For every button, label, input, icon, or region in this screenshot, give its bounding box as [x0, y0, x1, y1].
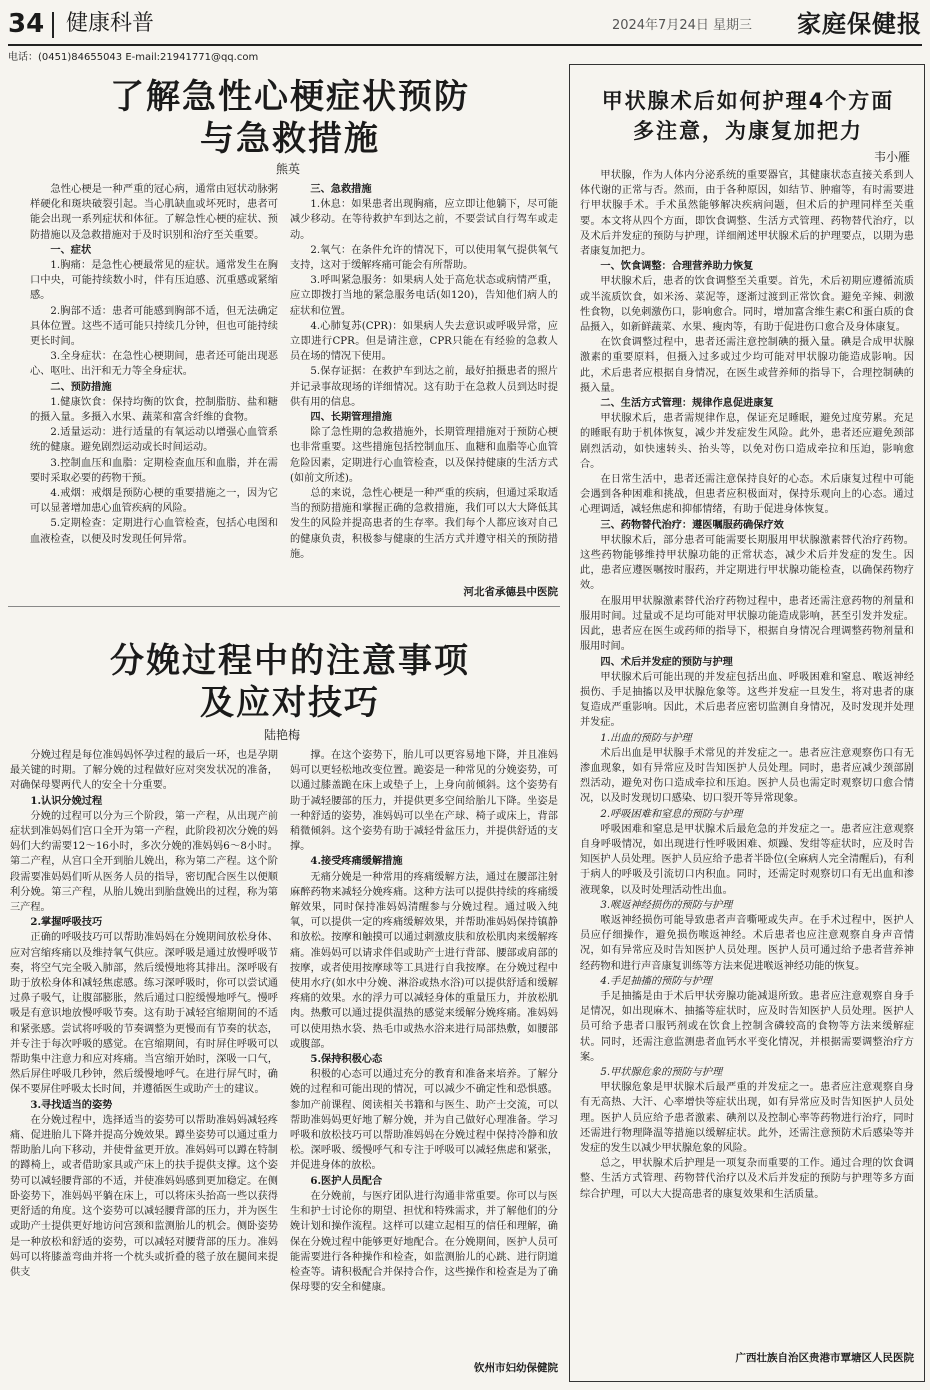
paragraph: 1.胸痛：是急性心梗最常见的症状。通常发生在胸口中央，可能持续数小时，伴有压迫感、沉重感或紧缩感。 [30, 260, 278, 302]
paragraph: 在饮食调整过程中，患者还需注意控制碘的摄入量。碘是合成甲状腺激素的重要原料，但摄入过多或过少均可能对甲状腺功能造成影响。因此，术后患者应根据自身情况，在医生或营养师的指导下，合理控制碘的摄入量。 [580, 337, 914, 394]
paragraph: 3.呼叫紧急服务：如果病人处于高危状态或病情严重，应立即拨打当地的紧急服务电话(如120)，告知他们病人的症状和位置。 [290, 275, 558, 317]
paragraph: 分娩过程是每位准妈妈怀孕过程的最后一环，也是孕期最关键的时期。了解分娩的过程做好应对突发状况的准备，对确保母婴两代人的安全十分重要。 [10, 750, 278, 792]
page-number: 34 [8, 9, 45, 39]
newspaper-name: 家庭保健报 [797, 10, 922, 38]
paragraph: 积极的心态可以通过充分的教育和准备来培养。了解分娩的过程和可能出现的情况，可以减少不确定性和恐惧感。参加产前课程、阅读相关书籍和与医生、助产士交流，可以帮助准妈妈更好地了解分娩，并为自己做好心理准备。学习呼吸和放松技巧可以帮助准妈妈在分娩过程中保持冷静和放松。深呼吸、缓慢呼气和专注于呼吸可以减轻焦虑和紧张，并促进身体的放松。 [290, 1069, 558, 1172]
minor-heading: 2.呼吸困难和窒息的预防与护理 [600, 808, 743, 820]
article2-column-2 [290, 748, 558, 1356]
subheading: 三、急救措施 [310, 183, 372, 195]
minor-heading: 4.手足抽搐的预防与护理 [600, 975, 712, 987]
paragraph: 1.健康饮食：保持均衡的饮食，控制脂肪、盐和糖的摄入量。多摄入水果、蔬菜和富含纤维的食物。 [30, 396, 278, 424]
article3-body [580, 168, 914, 1346]
paragraph: 甲状腺术后，患者需规律作息，保证充足睡眠，避免过度劳累。充足的睡眠有助于机体恢复，减少并发症发生风险。此外，患者还应避免颈部剧烈活动，如快速转头、抬头等，以免对伤口造成牵拉和压迫，影响愈合。 [580, 413, 914, 470]
masthead-divider [52, 12, 54, 38]
paragraph: 甲状腺术后可能出现的并发症包括出血、呼吸困难和窒息、喉返神经损伤、手足抽搐以及甲状腺危象等。这些并发症一旦发生，将对患者的康复造成严重影响。因此，术后患者应密切监测自身情况，及时发现并处理并发症。 [580, 671, 914, 729]
subheading: 3.寻找适当的姿势 [30, 1098, 113, 1111]
subheading: 二、预防措施 [50, 380, 112, 393]
paragraph: 5.保存证据：在救护车到达之前，最好拍摄患者的照片并记录事故现场的详细情况。这有助于在急救人员到达时提供有用的信息。 [290, 366, 558, 408]
article3-title [576, 86, 920, 146]
article2-title-line2: 及应对技巧 [200, 683, 380, 723]
paragraph: 4.心肺复苏(CPR)：如果病人失去意识或呼吸异常，应立即进行CPR。但是请注意，CPR只能在有经验的急救人员在场的情况下使用。 [290, 320, 558, 363]
minor-heading: 3.喉返神经损伤的预防与护理 [600, 899, 733, 911]
paragraph: 撑。在这个姿势下，胎儿可以更容易地下降，并且准妈妈可以更轻松地改变位置。跪姿是一种常见的分娩姿势，可以通过膝盖跪在床上或垫子上，上身向前倾斜。这个姿势有助于减轻腰部的压力，并提供更多空间给胎儿下降。坐姿是一种舒适的姿势，准妈妈可以坐在产球、椅子或床上，背部稍微倾斜。这个姿势有助于减轻骨盆压力，并提供舒适的支撑。 [290, 750, 558, 853]
paragraph: 甲状腺危象是甲状腺术后最严重的并发症之一。患者应注意观察自身有无高热、大汗、心率增快等症状出现，如有异常应及时告知医护人员处理。医护人员应给予患者激素、碘剂以及控制心率等药物进行治疗，同时还需进行物理降温等措施以缓解症状。此外，还需注意预防术后感染等并发症的发生以减少甲状腺危象的风险。 [580, 1082, 914, 1154]
minor-heading: 1.出血的预防与护理 [600, 732, 692, 744]
subheading: 一、症状 [50, 243, 92, 256]
subheading: 4.接受疼痛缓解措施 [310, 855, 403, 868]
article2-title [60, 640, 520, 724]
subheading: 四、长期管理措施 [310, 411, 392, 424]
article3-title-line2: 多注意，为康复加把力 [633, 119, 863, 143]
article2-source: 钦州市妇幼保健院 [474, 1362, 558, 1374]
paragraph: 无痛分娩是一种常用的疼痛缓解方法，通过在腰部注射麻醉药物来减轻分娩疼痛。这种方法可以提供持续的疼痛缓解效果，同时保持准妈妈清醒参与分娩过程。通过吸入纯氧，可以提供一定的疼痛缓解效果，并帮助准妈妈保持镇静和放松。按摩和触摸可以通过刺激皮肤和放松肌肉来缓解疼痛。准妈妈可以请求伴侣或助产士进行背部、腰部或肩部的按摩，或者使用按摩球等工具进行自我按摩。在分娩过程中使用水疗(如水中分娩、淋浴或热水浴)可以提供舒适和缓解疼痛的效果。水的浮力可以减轻身体的重量压力，并放松肌肉。热敷可以通过提供温热的感觉来缓解分娩疼痛。准妈妈可以使用热水袋、热毛巾或热水浴来进行局部热敷，如腰部或腹部。 [290, 871, 558, 1050]
paragraph: 2.氧气：在条件允许的情况下，可以使用氧气提供氧气支持，这对于缓解疼痛可能会有所帮助。 [290, 244, 558, 272]
paragraph: 2.适量运动：进行适量的有氧运动以增强心血管系统的健康。避免剧烈运动或长时间运动。 [30, 427, 278, 454]
paragraph: 在服用甲状腺激素替代治疗药物过程中，患者还需注意药物的剂量和服用时间。过量或不足均可能对甲状腺功能造成影响，甚至引发并发症。因此，患者应在医生或药师的指导下，根据自身情况合理调整药物剂量和服用时间。 [580, 595, 914, 653]
subheading: 5.保持积极心态 [310, 1053, 383, 1066]
article1-title [60, 76, 520, 160]
paragraph: 正确的呼吸技巧可以帮助准妈妈在分娩期间放松身体、应对宫缩疼痛以及维持氧气供应。深呼吸是通过放慢呼吸节奏，将空气完全吸入肺部，然后缓慢地将其排出。深呼吸有助于放松身体和减轻焦虑感。练习深呼吸时，你可以尝试通过鼻子吸气，让腹部膨胀，然后通过口腔缓慢地呼气。慢呼吸是有意识地放慢呼吸节奏。这有助于减轻宫缩期间的不适和紧张感。尝试将呼吸的节奏调整为更慢而有节奏的状态，并专注于每次呼吸的感觉。在宫缩期间，有时屏住呼吸可以帮助集中注意力和应对疼痛。当宫缩开始时，深吸一口气，然后屏住呼吸几秒钟，然后缓慢地呼气。在进行屏气时，确保不要屏住呼吸太长时间，并遵循医生或助产士的建议。 [10, 932, 278, 1096]
paragraph: 呼吸困难和窒息是甲状腺术后最危急的并发症之一。患者应注意观察自身呼吸情况，如出现进行性呼吸困难、烦躁、发绀等症状时，应及时告知医护人员处理。医护人员应给予患者半卧位(全麻病人完全清醒后)，有利于病人的呼吸及引流切口内积血。同时，还需定时观察切口有无出血和渗液现象，以及时处理活动性出血。 [580, 823, 914, 896]
subheading: 二、生活方式管理：规律作息促进康复 [600, 397, 774, 410]
article1-column-2 [290, 182, 558, 582]
paragraph: 甲状腺术后，患者的饮食调整至关重要。首先，术后初期应遵循流质或半流质饮食，如米汤、菜泥等，逐渐过渡到正常饮食。避免辛辣、刺激性食物，以免刺激伤口，影响愈合。同时，增加富含维生素C和蛋白质的食品摄入，如新鲜蔬菜、水果、瘦肉等，有助于促进伤口愈合及身体康复。 [580, 276, 914, 334]
article3-source: 广西壮族自治区贵港市覃塘区人民医院 [735, 1352, 914, 1364]
paragraph: 在分娩前，与医疗团队进行沟通非常重要。你可以与医生和护士讨论你的期望、担忧和特殊需求，并了解他们的分娩计划和操作流程。这样可以建立起相互的信任和理解，确保在分娩过程中能够更好地配合。在分娩期间，医护人员可能需要进行各种操作和检查，如监测胎儿的心跳、进行阴道检查等。请积极配合并保持合作，这些操作和检查是为了确保母婴的安全和健康。 [290, 1190, 558, 1294]
paragraph: 5.定期检查：定期进行心血管检查，包括心电图和血液检查，以便及时发现任何异常。 [30, 518, 278, 545]
article1-title-line1: 了解急性心梗症状预防 [110, 77, 470, 117]
paragraph: 甲状腺，作为人体内分泌系统的重要器官，其健康状态直接关系到人体代谢的正常与否。然而，由于各种原因，如结节、肿瘤等，有时需要进行甲状腺手术。手术虽然能够解决疾病问题，但术后的护理同样至关重要。本文将从四个方面，即饮食调整、生活方式管理、药物替代治疗，以及术后并发症的预防与护理，详细阐述甲状腺术后的护理要点，以期为患者康复加把力。 [580, 170, 914, 258]
subheading: 一、饮食调整：合理营养助力恢复 [600, 260, 754, 273]
paragraph: 在分娩过程中，选择适当的姿势可以帮助准妈妈减轻疼痛、促进胎儿下降并提高分娩效果。蹲坐姿势可以通过重力帮助胎儿向下移动，并使骨盆更开放。准妈妈可以蹲在特制的蹲椅上，或者借助家具或产床上的扶手提供支撑。这个姿势可以减轻腰背部的不适，并使准妈妈感到更加稳定。在侧卧姿势下，准妈妈平躺在床上，可以将床头抬高一些以获得更舒适的角度。这个姿势可以减轻腰背部的压力，并为医生或助产士提供更好地访问宫颈和监测胎儿的机会。侧卧姿势是一种放松和舒适的姿势，可以减轻对腰背部的压力。准妈妈可以将膝盖弯曲并将一个枕头或折叠的毯子放在腿间来提供支 [10, 1114, 278, 1278]
issue-date: 2024年7月24日 星期三 [611, 18, 752, 33]
subheading: 6.医护人员配合 [310, 1174, 383, 1187]
masthead [8, 6, 922, 42]
masthead-rule [8, 44, 922, 46]
minor-heading: 5.甲状腺危象的预防与护理 [600, 1066, 723, 1078]
paragraph: 总之，甲状腺术后护理是一项复杂而重要的工作。通过合理的饮食调整、生活方式管理、药物替代治疗以及术后并发症的预防与护理等多方面综合护理，可以大大提高患者的康复效果和生活质量。 [580, 1158, 914, 1200]
paragraph: 3.全身症状：在急性心梗期间，患者还可能出现恶心、呕吐、出汗和无力等全身症状。 [30, 351, 278, 378]
subheading: 1.认识分娩过程 [30, 794, 103, 807]
paragraph: 在日常生活中，患者还需注意保持良好的心态。术后康复过程中可能会遇到各种困难和挑战，但患者应积极面对，保持乐观向上的心态。通过心理调适，减轻焦虑和抑郁情绪，有助于促进身体恢复。 [580, 474, 914, 516]
article2-title-line1: 分娩过程中的注意事项 [110, 641, 470, 681]
paragraph: 1.休息：如果患者出现胸痛，应立即让他躺下，尽可能减少移动。在等待救护车到达之前，不要尝试自行驾车或走动。 [290, 199, 558, 241]
article2-author: 陆艳梅 [263, 728, 300, 742]
article1-source: 河北省承德县中医院 [463, 586, 558, 598]
paragraph: 4.戒烟：戒烟是预防心梗的重要措施之一，因为它可以显著增加患心血管疾病的风险。 [30, 488, 278, 515]
paragraph: 喉返神经损伤可能导致患者声音嘶哑或失声。在手术过程中，医护人员应仔细操作，避免损伤喉返神经。术后患者也应注意观察自身声音情况，如有异常应及时告知医护人员处理。医护人员可通过给予患者营养神经药物和进行声音康复训练等方法来促进喉返神经功能的恢复。 [580, 914, 914, 972]
article1-column-1 [30, 182, 278, 600]
subheading: 四、术后并发症的预防与护理 [600, 655, 733, 668]
paragraph: 2.胸部不适：患者可能感到胸部不适，但无法确定具体位置。这些不适可能只持续几分钟，但也可能持续更长时间。 [30, 305, 278, 348]
article3-author: 韦小雁 [873, 150, 910, 164]
contact-line: 电话：(0451)84655043 E-mail:21941771@qq.com [8, 52, 259, 63]
article2-column-1 [10, 748, 278, 1376]
section-title: 健康科普 [66, 11, 155, 36]
article-divider [8, 606, 560, 607]
paragraph: 术后出血是甲状腺手术常见的并发症之一。患者应注意观察伤口有无渗血现象，如有异常应及时告知医护人员处理。同时，患者应减少颈部剧烈活动，避免对伤口造成牵拉和压迫。医护人员也需定时观察切口愈合情况，以及时发现切口感染、切口裂开等异常现象。 [580, 747, 914, 805]
paragraph: 手足抽搐是由于术后甲状旁腺功能减退所致。患者应注意观察自身手足情况，如出现麻木、抽搐等症状时，应及时告知医护人员处理。医护人员可给予患者口服钙剂或在饮食上控制含磷较高的食物等方法来缓解症状。同时，还需注意监测患者血钙水平变化情况，并根据需要调整治疗方案。 [580, 990, 914, 1063]
subheading: 2.掌握呼吸技巧 [30, 916, 103, 929]
paragraph: 甲状腺术后，部分患者可能需要长期服用甲状腺激素替代治疗药物。这些药物能够维持甲状腺功能的正常状态，减少术后并发症的发生。因此，患者应遵医嘱按时服药，并定期进行甲状腺功能检查，以确保药物疗效。 [580, 534, 914, 592]
paragraph: 除了急性期的急救措施外，长期管理措施对于预防心梗也非常重要。这些措施包括控制血压、血糖和血脂等心血管危险因素，定期进行心血管检查，以及保持健康的生活方式(如前文所述)。 [290, 427, 558, 484]
subheading: 三、药物替代治疗：遵医嘱服药确保疗效 [600, 518, 784, 531]
article1-title-line2: 与急救措施 [200, 119, 380, 159]
paragraph: 3.控制血压和血脂：定期检查血压和血脂，并在需要时采取必要的药物干预。 [30, 457, 278, 484]
paragraph: 分娩的过程可以分为三个阶段，第一产程，从出现产前症状到准妈妈们宫口全开为第一产程，此阶段初次分娩的妈妈们大约需要12～16小时，多次分娩的准妈妈6～8小时。第二产程，从宫口全开到胎儿娩出，称为第二产程。这个阶段需要准妈妈们听从医务人员的指导，密切配合医生以便顺利分娩。第三产程，从胎儿娩出到胎盘娩出的过程，称为第三产程。 [10, 810, 278, 914]
article1-author: 熊英 [275, 162, 300, 176]
paragraph: 总的来说，急性心梗是一种严重的疾病，但通过采取适当的预防措施和掌握正确的急救措施，我们可以大大降低其发生的风险并提高患者的生存率。我们每个人都应该对自己的健康负责，积极参与健康的生活方式并遵守相关的预防措施。 [290, 488, 558, 560]
article3-title-line1: 甲状腺术后如何护理4个方面 [601, 89, 895, 113]
paragraph: 急性心梗是一种严重的冠心病，通常由冠状动脉粥样硬化和斑块破裂引起。当心肌缺血或坏死时，患者可能会出现一系列症状和体征。了解急性心梗的症状、预防措施以及急救措施对于及时识别和治疗至关重要。 [30, 184, 278, 241]
